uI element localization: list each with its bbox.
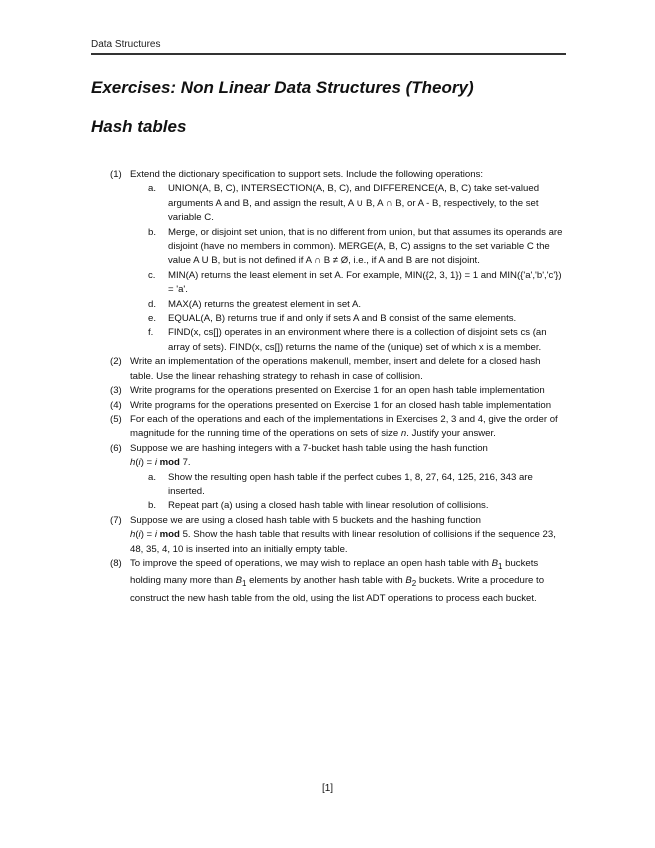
header-rule — [91, 53, 566, 55]
running-header: Data Structures — [91, 39, 161, 50]
document-title: Exercises: Non Linear Data Structures (Theory) — [91, 78, 474, 97]
page-number: [1] — [321, 783, 334, 794]
exercise-1 — [110, 168, 565, 355]
exercise-8 — [110, 557, 565, 606]
exercise-number: (4) — [110, 399, 122, 411]
exercise-text: Suppose we are hashing integers with a 7-bucket hash table using the hash function — [130, 442, 488, 454]
exercise-2 — [110, 355, 565, 384]
exercise-number: (6) — [110, 442, 122, 454]
exercise-text: Write an implementation of the operations makenull, member, insert and delete for a closed hash table. Use the linear rehashing strategy to rehash in case of collision. — [130, 356, 541, 382]
exercise-number: (7) — [110, 514, 122, 526]
sub-item: c. MIN(A) returns the least element in set A. For example, MIN({2, 3, 1}) = 1 and MIN({'a','b','c'}) = 'a'. — [148, 269, 562, 296]
hash-function: h(i) = i mod 5. Show the hash table that results with linear resolution of collisions if the sequence 23, 48, 35, 4, 10 is inserted into an initially empty table. — [130, 529, 556, 555]
sub-item: a. Show the resulting open hash table if the perfect cubes 1, 8, 27, 64, 125, 216, 343 are inserted. — [148, 471, 533, 497]
exercise-text: Extend the dictionary specification to support sets. Include the following operations: — [130, 169, 484, 180]
exercise-number: (1) — [110, 169, 122, 180]
exercise-3 — [110, 384, 565, 398]
sub-item: e. EQUAL(A, B) returns true if and only if sets A and B consist of the same elements. — [148, 313, 517, 325]
exercise-text: Write programs for the operations presented on Exercise 1 for an open hash table implementation — [130, 385, 545, 397]
exercise-number: (8) — [110, 557, 122, 569]
exercise-number: (5) — [110, 413, 122, 425]
hash-function: h(i) = i mod 7. — [130, 457, 191, 469]
sub-item: d. MAX(A) returns the greatest element in set A. — [148, 298, 362, 310]
exercise-text: To improve the speed of operations, we may wish to replace an open hash table with $B_1$ buckets holding many more than $B_1$ elements by another hash table with $B_2$ buckets. Write a procedure to construct the new hash table from the old, using the list ADT operations to process each bucket. — [130, 557, 545, 604]
exercise-text: Suppose we are using a closed hash table with 5 buckets and the hashing function — [130, 514, 481, 526]
exercise-7 — [110, 514, 565, 557]
exercise-text: For each of the operations and each of the implementations in Exercises 2, 3 and 4, give the order of magnitude for the running time of the operations on sets of size n. Justify your answer. — [130, 413, 558, 440]
exercise-text: Write programs for the operations presented on Exercise 1 for an closed hash table implementation — [130, 399, 552, 411]
exercise-list — [110, 168, 565, 606]
exercise-number: (3) — [110, 385, 122, 397]
sub-item: f. FIND(x, cs[]) operates in an environment where there is a collection of disjoint sets cs (an array of sets). FIND(x, cs[]) returns the name of the (unique) set of which x is a member. — [148, 327, 547, 353]
exercise-number: (2) — [110, 356, 122, 368]
exercise-5 — [110, 413, 565, 442]
sub-item: a. UNION(A, B, C), INTERSECTION(A, B, C), and DIFFERENCE(A, B, C) take set-valued arguments A and B, and assign the result, A ∪ B, A ∩ B, or A - B, respectively, to the set variable C. — [148, 183, 540, 224]
sub-item: b. Repeat part (a) using a closed hash table with linear resolution of collisions. — [148, 500, 489, 512]
sub-item: b. Merge, or disjoint set union, that is no different from union, but that assumes its operands are disjoint (have no members in common). MERGE(A, B, C) assigns to the set variable C the value A U B, but is not defined if A ∩ B ≠ Ø, i.e., if A and B are not disjoint. — [148, 226, 563, 267]
exercise-4 — [110, 399, 565, 413]
section-title: Hash tables — [91, 117, 187, 136]
exercise-6 — [110, 442, 565, 514]
